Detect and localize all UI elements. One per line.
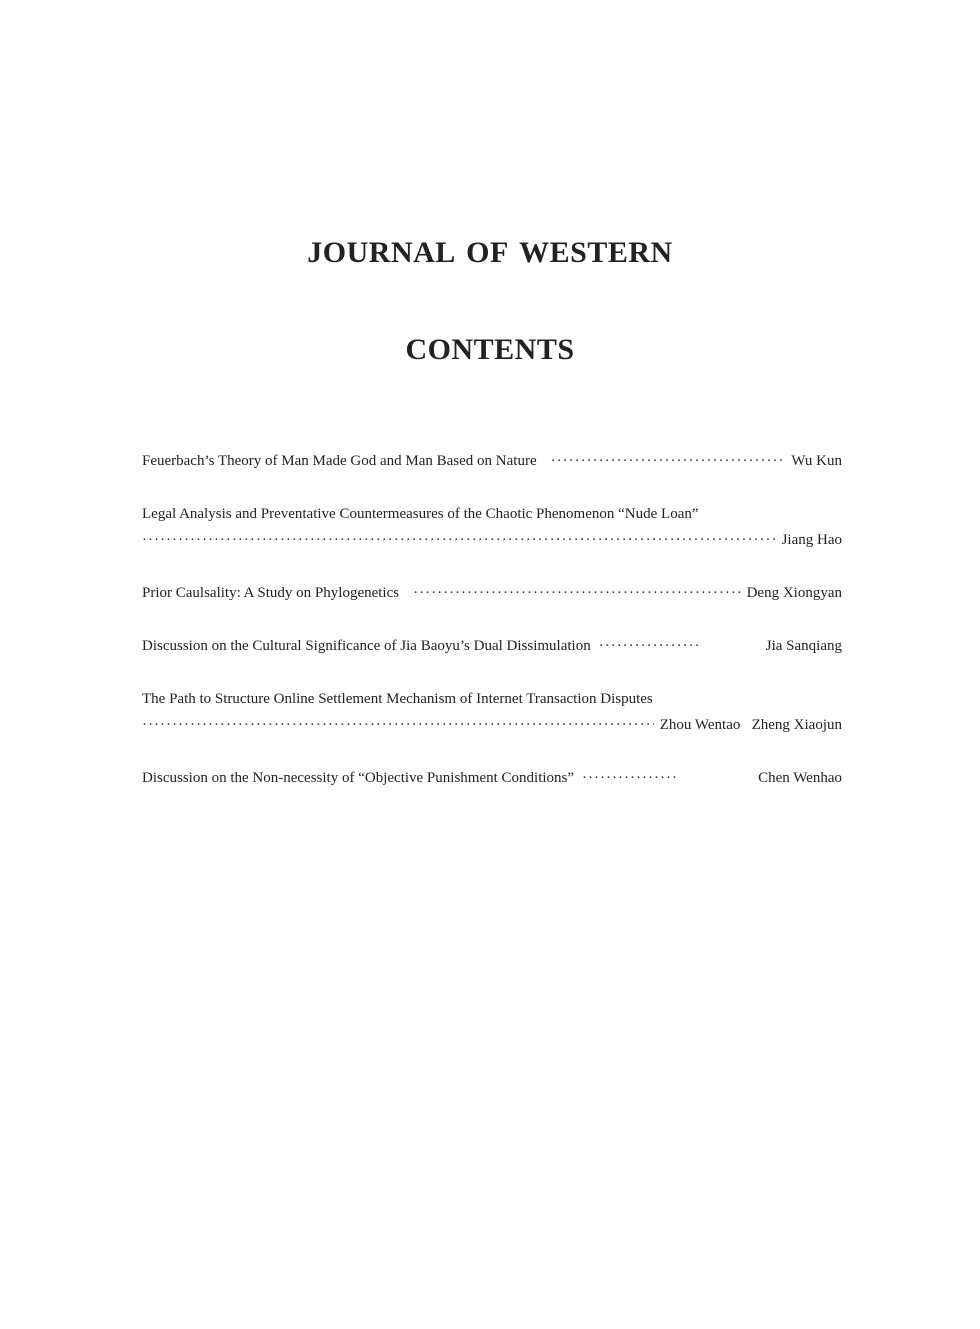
toc-entry-title[interactable]: Legal Analysis and Preventative Countermeasures of the Chaotic Phenomenon “Nude Loan” — [142, 506, 699, 522]
toc-entry-title[interactable]: The Path to Structure Online Settlement Mechanism of Internet Transaction Disputes — [142, 691, 653, 707]
dot-leader — [599, 633, 699, 659]
toc-entry — [142, 765, 842, 791]
toc-entry-author: Jiang Hao — [781, 532, 842, 548]
toc-entry-author: Deng Xiongyan — [746, 585, 842, 601]
toc-entry — [142, 501, 842, 553]
toc-entry — [142, 580, 842, 606]
toc-entry-title[interactable]: Discussion on the Cultural Significance of Jia Baoyu’s Dual Dissimulation — [142, 638, 591, 654]
dot-leader — [582, 765, 676, 791]
toc-entry-title[interactable]: Discussion on the Non-necessity of “Objective Punishment Conditions” — [142, 770, 575, 786]
dot-leader — [142, 527, 776, 553]
toc-entry-author: Zhou Wentao Zheng Xiaojun — [659, 717, 842, 733]
toc-entry-author: Wu Kun — [791, 453, 842, 469]
dot-leader — [413, 580, 741, 606]
toc-entry-author: Jia Sanqiang — [765, 638, 842, 654]
table-of-contents — [142, 448, 842, 791]
toc-entry-title[interactable]: Prior Caulsality: A Study on Phylogenetics — [142, 585, 400, 601]
journal-title: JOURNAL OF WESTERN — [307, 236, 673, 269]
dot-leader — [551, 448, 786, 474]
toc-entry-title[interactable]: Feuerbach’s Theory of Man Made God and Man Based on Nature — [142, 453, 537, 469]
toc-entry — [142, 686, 842, 738]
toc-entry — [142, 448, 842, 474]
toc-entry — [142, 633, 842, 659]
toc-entry-author: Chen Wenhao — [758, 770, 842, 786]
dot-leader — [142, 712, 654, 738]
contents-heading: CONTENTS — [405, 333, 575, 366]
